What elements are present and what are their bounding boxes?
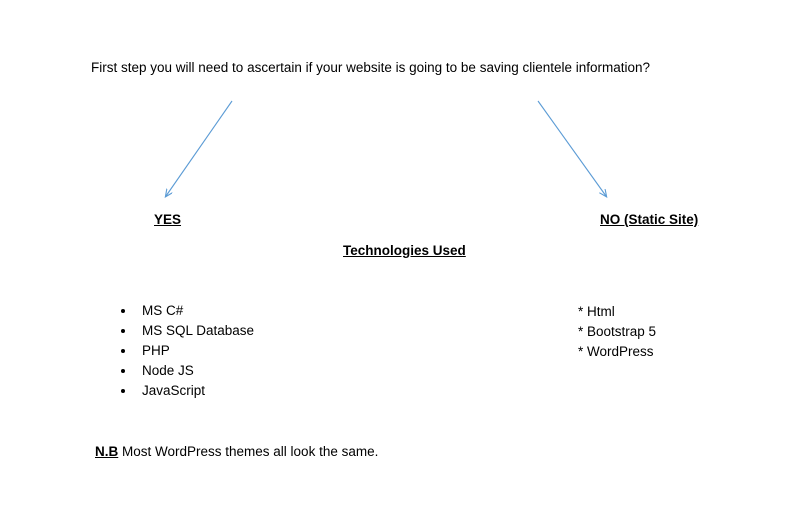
section-title-technologies: Technologies Used (343, 243, 466, 258)
dynamic-technologies-list (102, 301, 254, 401)
list-item: • MS SQL Database (136, 321, 254, 341)
list-item: * Html (578, 304, 615, 319)
question-text: First step you will need to ascertain if your website is going to be saving clientele information? (91, 60, 651, 75)
list-item: • JavaScript (136, 381, 254, 401)
list-item: * WordPress (578, 344, 654, 359)
branch-label-no: NO (Static Site) (600, 212, 699, 227)
list-item: • MS C# (136, 301, 254, 321)
arrow-to-no (538, 101, 606, 196)
list-item: • Node JS (136, 361, 254, 381)
note-prefix: N.B (95, 444, 119, 459)
branch-label-yes: YES (154, 212, 182, 227)
note (95, 444, 378, 459)
list-item: • PHP (136, 341, 254, 361)
note-text: Most WordPress themes all look the same. (118, 444, 379, 459)
arrow-to-yes (166, 101, 232, 196)
static-technologies-list (578, 302, 656, 362)
list-item: * Bootstrap 5 (578, 324, 657, 339)
